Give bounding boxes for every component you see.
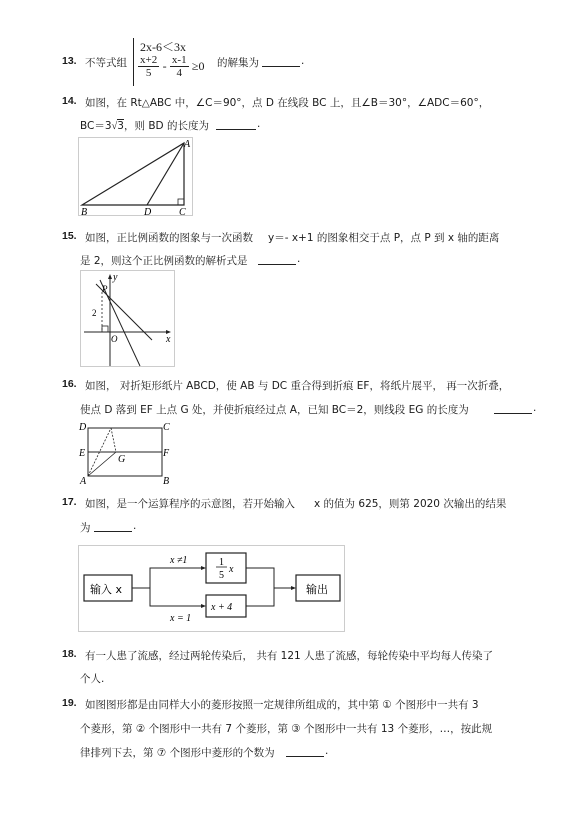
q14-triangle-figure xyxy=(78,137,198,217)
q14-label-B: B xyxy=(81,207,88,217)
q17-op-bottom: x + 4 xyxy=(211,602,233,613)
q15-number: 15. xyxy=(62,230,77,242)
q18-line1: 有一人患了流感，经过两轮传染后， 共有 121 人患了流感，每轮传染中平均每人传染了 xyxy=(85,650,494,662)
q19-number: 19. xyxy=(62,697,77,709)
q14-line1: 如图，在 Rt△ABC 中，∠C＝90°，点 D 在线段 BC 上，且∠B＝30°，∠ADC＝60°， xyxy=(85,97,490,109)
q14-end: . xyxy=(257,118,261,130)
q15-graph-figure xyxy=(80,270,176,368)
q13-frac1: $\frac{x+2}{5}$ xyxy=(140,54,158,79)
q13-prefix: 不等式组 xyxy=(85,57,127,69)
q16-label-A: A xyxy=(80,476,87,486)
q17-input-box-label: 输入 x xyxy=(90,583,123,596)
q17-output-box-label: 输出 xyxy=(306,583,328,596)
q13-end: . xyxy=(301,55,305,67)
q17-op-top-den: 5 xyxy=(219,570,224,581)
q16-label-C: C xyxy=(163,422,170,433)
q16-label-G: G xyxy=(118,454,126,465)
q19-line3: 律排列下去，第 ⑦ 个图形中菱形的个数为 xyxy=(80,747,275,759)
q18-number: 18. xyxy=(62,648,77,660)
q17-line1b: x 的值为 625，则第 2020 次输出的结果 xyxy=(314,498,507,510)
q17-flowchart xyxy=(78,545,346,633)
q15-label-P: P xyxy=(102,284,108,294)
q17-answer-blank[interactable] xyxy=(94,521,132,532)
q16-number: 16. xyxy=(62,378,77,390)
q13-ineq1: 2x-6＜3x xyxy=(140,40,186,54)
q19-line2: 个菱形，第 ② 个图形中一共有 7 个菱形，第 ③ 个图形中一共有 13 个菱形，…，按此规 xyxy=(80,723,493,735)
q17-cond-top: x ≠1 xyxy=(170,555,188,566)
q13-ineq2: $\frac{x+2}{5}$ - $\frac{x-1}{4}$ ≥0 xyxy=(140,54,205,79)
q15-line2: 是 2，则这个正比例函数的解析式是 xyxy=(80,255,248,267)
q19-line1: 如图图形都是由同样大小的菱形按照一定规律所组成的，其中第 ① 个图形中一共有 3 xyxy=(85,699,479,711)
q15-line1a: 如图，正比例函数的图象与一次函数 xyxy=(85,232,253,244)
q18-line2: 个人. xyxy=(80,673,105,685)
q16-end: . xyxy=(533,402,537,414)
q13-frac2: $\frac{x-1}{4}$ xyxy=(171,54,187,79)
q13-inequality-system xyxy=(133,38,216,86)
q13-suffix: 的解集为 xyxy=(217,57,259,69)
q14-number: 14. xyxy=(62,95,77,107)
q14-label-A: A xyxy=(184,139,191,150)
q15-end: . xyxy=(297,253,301,265)
q17-line1a: 如图，是一个运算程序的示意图，若开始输入 xyxy=(85,498,295,510)
q17-op-top-var: x xyxy=(229,564,234,575)
q16-label-F: F xyxy=(163,448,170,459)
q17-op-top-num: 1 xyxy=(219,557,224,568)
q15-line1b: y＝- x+1 的图象相交于点 P，点 P 到 x 轴的距离 xyxy=(268,232,500,244)
q15-label-y: y xyxy=(113,272,118,283)
q16-line1: 如图， 对折矩形纸片 ABCD，使 AB 与 DC 重合得到折痕 EF，将纸片展平， 再一次折叠， xyxy=(85,380,510,392)
q14-answer-blank[interactable] xyxy=(216,119,256,130)
q13-number: 13. xyxy=(62,55,77,67)
q16-label-E: E xyxy=(79,448,86,459)
q15-answer-blank[interactable] xyxy=(258,254,296,265)
q17-number: 17. xyxy=(62,496,77,508)
q17-end: . xyxy=(133,520,137,532)
q16-label-B: B xyxy=(163,476,170,486)
q16-label-D: D xyxy=(79,422,87,433)
q16-answer-blank[interactable] xyxy=(494,403,532,414)
q16-line2: 使点 D 落到 EF 上点 G 处，并使折痕经过点 A，已知 BC＝2，则线段 EG 的长度为 xyxy=(80,404,469,416)
q14-label-C: C xyxy=(179,207,186,217)
q17-cond-bottom: x = 1 xyxy=(170,613,192,624)
q15-label-O: O xyxy=(111,334,118,344)
q15-label-2: 2 xyxy=(92,308,97,318)
q14-line2: BC＝3√3，则 BD 的长度为 xyxy=(80,120,209,132)
q15-label-x: x xyxy=(166,334,171,345)
q16-rectangle-figure xyxy=(78,420,170,486)
q19-answer-blank[interactable] xyxy=(286,746,324,757)
q14-label-D: D xyxy=(144,207,152,217)
q17-line2: 为 xyxy=(80,522,91,534)
q13-answer-blank[interactable] xyxy=(262,56,300,67)
q19-end: . xyxy=(325,745,329,757)
